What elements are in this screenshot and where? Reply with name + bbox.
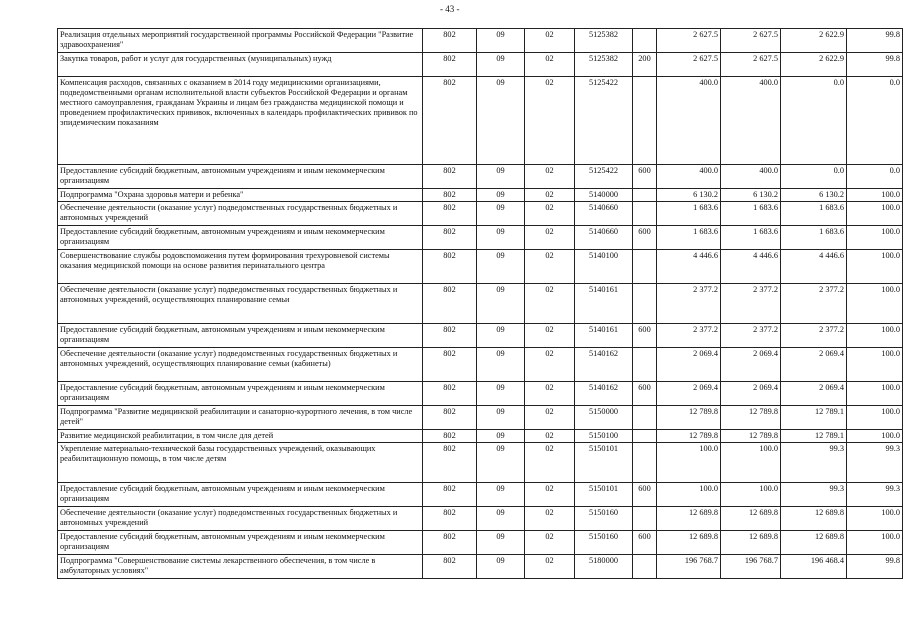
row-approved: 4 446.6 [721, 250, 781, 284]
row-plan: 1 683.6 [657, 226, 721, 250]
row-vr [633, 555, 657, 579]
row-percent: 100.0 [847, 284, 903, 324]
row-ved: 802 [423, 189, 477, 202]
row-rz: 09 [477, 189, 525, 202]
row-rz: 09 [477, 531, 525, 555]
row-ved: 802 [423, 202, 477, 226]
row-percent: 100.0 [847, 250, 903, 284]
row-ved: 802 [423, 406, 477, 430]
row-vr [633, 77, 657, 165]
row-executed: 1 683.6 [781, 226, 847, 250]
row-vr: 600 [633, 382, 657, 406]
row-plan: 2 377.2 [657, 324, 721, 348]
row-plan: 12 789.8 [657, 406, 721, 430]
row-vr [633, 29, 657, 53]
row-name: Предоставление субсидий бюджетным, автономным учреждениям и иным некоммерческим организациям [58, 382, 423, 406]
row-vr: 200 [633, 53, 657, 77]
row-vr [633, 284, 657, 324]
row-rz: 09 [477, 430, 525, 443]
row-rz: 09 [477, 53, 525, 77]
table-row [58, 443, 903, 483]
row-csr: 5150101 [575, 443, 633, 483]
row-csr: 5180000 [575, 555, 633, 579]
row-executed: 2 069.4 [781, 382, 847, 406]
row-csr: 5140161 [575, 284, 633, 324]
row-rz: 09 [477, 555, 525, 579]
row-ved: 802 [423, 507, 477, 531]
row-csr: 5125422 [575, 165, 633, 189]
row-name: Совершенствование службы родовспоможения путем формирования трехуровневой системы оказания медицинской помощи на основе развития перинатального центра [58, 250, 423, 284]
row-ved: 802 [423, 443, 477, 483]
row-pr: 02 [525, 77, 575, 165]
row-plan: 2 069.4 [657, 382, 721, 406]
row-executed: 0.0 [781, 165, 847, 189]
row-pr: 02 [525, 531, 575, 555]
row-pr: 02 [525, 430, 575, 443]
table-row [58, 165, 903, 189]
row-executed: 196 468.4 [781, 555, 847, 579]
budget-table [57, 28, 903, 579]
row-approved: 400.0 [721, 77, 781, 165]
row-rz: 09 [477, 443, 525, 483]
row-plan: 6 130.2 [657, 189, 721, 202]
row-name: Укрепление материально-технической базы государственных учреждений, оказывающих реабилитационную помощь, в том числе детям [58, 443, 423, 483]
row-percent: 100.0 [847, 406, 903, 430]
row-plan: 2 069.4 [657, 348, 721, 382]
row-executed: 2 622.9 [781, 29, 847, 53]
table-row [58, 324, 903, 348]
row-executed: 12 689.8 [781, 531, 847, 555]
row-vr: 600 [633, 324, 657, 348]
row-percent: 100.0 [847, 324, 903, 348]
table-row [58, 189, 903, 202]
row-percent: 100.0 [847, 382, 903, 406]
row-percent: 100.0 [847, 348, 903, 382]
row-executed: 2 377.2 [781, 284, 847, 324]
row-rz: 09 [477, 250, 525, 284]
row-csr: 5140100 [575, 250, 633, 284]
row-ved: 802 [423, 324, 477, 348]
row-executed: 12 789.1 [781, 406, 847, 430]
row-vr [633, 507, 657, 531]
row-name: Обеспечение деятельности (оказание услуг) подведомственных государственных бюджетных и автономных учреждений, осуществляющих планирование семьи [58, 284, 423, 324]
row-percent: 100.0 [847, 226, 903, 250]
row-plan: 400.0 [657, 77, 721, 165]
row-ved: 802 [423, 226, 477, 250]
row-csr: 5140162 [575, 382, 633, 406]
row-approved: 100.0 [721, 483, 781, 507]
row-vr: 600 [633, 165, 657, 189]
row-pr: 02 [525, 250, 575, 284]
row-name: Подпрограмма "Развитие медицинской реабилитации и санаторно-курортного лечения, в том числе детей" [58, 406, 423, 430]
row-name: Закупка товаров, работ и услуг для государственных (муниципальных) нужд [58, 53, 423, 77]
row-vr [633, 430, 657, 443]
row-percent: 99.8 [847, 29, 903, 53]
row-vr [633, 189, 657, 202]
row-rz: 09 [477, 284, 525, 324]
row-pr: 02 [525, 483, 575, 507]
row-csr: 5125422 [575, 77, 633, 165]
row-csr: 5140660 [575, 226, 633, 250]
row-percent: 99.8 [847, 53, 903, 77]
row-csr: 5150100 [575, 430, 633, 443]
row-approved: 2 377.2 [721, 284, 781, 324]
row-ved: 802 [423, 250, 477, 284]
table-row [58, 202, 903, 226]
row-pr: 02 [525, 348, 575, 382]
row-ved: 802 [423, 430, 477, 443]
row-vr: 600 [633, 483, 657, 507]
row-name: Реализация отдельных мероприятий государственной программы Российской Федерации "Развитие здравоохранения" [58, 29, 423, 53]
row-name: Обеспечение деятельности (оказание услуг) подведомственных государственных бюджетных и автономных учреждений, осуществляющих планирование семьи (кабинеты) [58, 348, 423, 382]
row-executed: 12 789.1 [781, 430, 847, 443]
row-pr: 02 [525, 382, 575, 406]
row-percent: 100.0 [847, 507, 903, 531]
row-rz: 09 [477, 507, 525, 531]
row-executed: 1 683.6 [781, 202, 847, 226]
row-pr: 02 [525, 443, 575, 483]
row-pr: 02 [525, 406, 575, 430]
row-plan: 2 377.2 [657, 284, 721, 324]
row-approved: 400.0 [721, 165, 781, 189]
row-csr: 5150101 [575, 483, 633, 507]
table-row [58, 483, 903, 507]
row-ved: 802 [423, 382, 477, 406]
row-rz: 09 [477, 382, 525, 406]
row-approved: 2 627.5 [721, 53, 781, 77]
table-row [58, 348, 903, 382]
row-rz: 09 [477, 202, 525, 226]
row-percent: 99.3 [847, 483, 903, 507]
row-name: Подпрограмма "Совершенствование системы лекарственного обеспечения, в том числе в амбулаторных условиях" [58, 555, 423, 579]
row-plan: 100.0 [657, 483, 721, 507]
row-csr: 5140162 [575, 348, 633, 382]
row-pr: 02 [525, 226, 575, 250]
row-csr: 5150000 [575, 406, 633, 430]
row-approved: 2 377.2 [721, 324, 781, 348]
row-plan: 2 627.5 [657, 53, 721, 77]
row-vr [633, 443, 657, 483]
row-percent: 100.0 [847, 531, 903, 555]
row-percent: 100.0 [847, 189, 903, 202]
row-ved: 802 [423, 53, 477, 77]
row-percent: 0.0 [847, 165, 903, 189]
row-name: Предоставление субсидий бюджетным, автономным учреждениям и иным некоммерческим организациям [58, 324, 423, 348]
table-row [58, 507, 903, 531]
row-name: Предоставление субсидий бюджетным, автономным учреждениям и иным некоммерческим организациям [58, 483, 423, 507]
row-approved: 12 689.8 [721, 507, 781, 531]
row-pr: 02 [525, 202, 575, 226]
row-executed: 6 130.2 [781, 189, 847, 202]
row-approved: 1 683.6 [721, 226, 781, 250]
row-approved: 12 689.8 [721, 531, 781, 555]
row-rz: 09 [477, 29, 525, 53]
row-rz: 09 [477, 324, 525, 348]
row-rz: 09 [477, 483, 525, 507]
row-rz: 09 [477, 77, 525, 165]
row-vr [633, 406, 657, 430]
page-number: - 43 - [440, 4, 460, 14]
row-executed: 2 622.9 [781, 53, 847, 77]
row-vr [633, 202, 657, 226]
row-plan: 2 627.5 [657, 29, 721, 53]
row-pr: 02 [525, 507, 575, 531]
row-percent: 100.0 [847, 430, 903, 443]
row-executed: 4 446.6 [781, 250, 847, 284]
table-row [58, 29, 903, 53]
row-pr: 02 [525, 189, 575, 202]
row-csr: 5150160 [575, 507, 633, 531]
row-pr: 02 [525, 165, 575, 189]
row-executed: 2 377.2 [781, 324, 847, 348]
row-name: Подпрограмма "Охрана здоровья матери и ребенка" [58, 189, 423, 202]
table-row [58, 406, 903, 430]
row-ved: 802 [423, 165, 477, 189]
row-plan: 12 689.8 [657, 507, 721, 531]
row-approved: 100.0 [721, 443, 781, 483]
table-row [58, 555, 903, 579]
table-row [58, 430, 903, 443]
row-vr [633, 250, 657, 284]
row-pr: 02 [525, 284, 575, 324]
table-row [58, 382, 903, 406]
row-executed: 2 069.4 [781, 348, 847, 382]
row-name: Обеспечение деятельности (оказание услуг) подведомственных государственных бюджетных и автономных учреждений [58, 202, 423, 226]
row-csr: 5140000 [575, 189, 633, 202]
row-rz: 09 [477, 406, 525, 430]
row-percent: 100.0 [847, 202, 903, 226]
table-row [58, 284, 903, 324]
row-plan: 4 446.6 [657, 250, 721, 284]
row-approved: 1 683.6 [721, 202, 781, 226]
row-name: Компенсация расходов, связанных с оказанием в 2014 году медицинскими организациями, подведомственными органам исполнительной власти субъектов Российской Федерации и органам местного самоуправления, гражданам Украины и лицам без гражданства медицинской помощи и проведением профилактических прививок, включенных в календарь профилактических прививок по эпидемическим показаниям [58, 77, 423, 165]
row-plan: 196 768.7 [657, 555, 721, 579]
row-name: Предоставление субсидий бюджетным, автономным учреждениям и иным некоммерческим организациям [58, 226, 423, 250]
row-approved: 12 789.8 [721, 430, 781, 443]
table-row [58, 250, 903, 284]
table-row [58, 531, 903, 555]
row-plan: 1 683.6 [657, 202, 721, 226]
table-row [58, 77, 903, 165]
row-ved: 802 [423, 531, 477, 555]
row-csr: 5150160 [575, 531, 633, 555]
row-rz: 09 [477, 165, 525, 189]
row-approved: 196 768.7 [721, 555, 781, 579]
row-plan: 400.0 [657, 165, 721, 189]
row-pr: 02 [525, 29, 575, 53]
row-pr: 02 [525, 555, 575, 579]
row-csr: 5125382 [575, 29, 633, 53]
row-pr: 02 [525, 53, 575, 77]
row-executed: 0.0 [781, 77, 847, 165]
row-ved: 802 [423, 29, 477, 53]
row-rz: 09 [477, 226, 525, 250]
row-vr: 600 [633, 226, 657, 250]
row-percent: 99.3 [847, 443, 903, 483]
row-approved: 2 069.4 [721, 382, 781, 406]
row-ved: 802 [423, 348, 477, 382]
row-plan: 100.0 [657, 443, 721, 483]
row-percent: 0.0 [847, 77, 903, 165]
row-approved: 2 069.4 [721, 348, 781, 382]
row-csr: 5140161 [575, 324, 633, 348]
row-rz: 09 [477, 348, 525, 382]
row-csr: 5125382 [575, 53, 633, 77]
row-executed: 99.3 [781, 483, 847, 507]
row-csr: 5140660 [575, 202, 633, 226]
table-row [58, 53, 903, 77]
row-name: Обеспечение деятельности (оказание услуг) подведомственных государственных бюджетных и автономных учреждений [58, 507, 423, 531]
row-ved: 802 [423, 77, 477, 165]
row-executed: 12 689.8 [781, 507, 847, 531]
row-ved: 802 [423, 284, 477, 324]
row-name: Предоставление субсидий бюджетным, автономным учреждениям и иным некоммерческим организациям [58, 531, 423, 555]
row-approved: 2 627.5 [721, 29, 781, 53]
row-name: Предоставление субсидий бюджетным, автономным учреждениям и иным некоммерческим организациям [58, 165, 423, 189]
row-executed: 99.3 [781, 443, 847, 483]
row-approved: 6 130.2 [721, 189, 781, 202]
table-row [58, 226, 903, 250]
row-approved: 12 789.8 [721, 406, 781, 430]
row-percent: 99.8 [847, 555, 903, 579]
row-vr: 600 [633, 531, 657, 555]
row-vr [633, 348, 657, 382]
row-plan: 12 689.8 [657, 531, 721, 555]
row-ved: 802 [423, 555, 477, 579]
row-ved: 802 [423, 483, 477, 507]
row-plan: 12 789.8 [657, 430, 721, 443]
row-name: Развитие медицинской реабилитации, в том числе для детей [58, 430, 423, 443]
row-pr: 02 [525, 324, 575, 348]
